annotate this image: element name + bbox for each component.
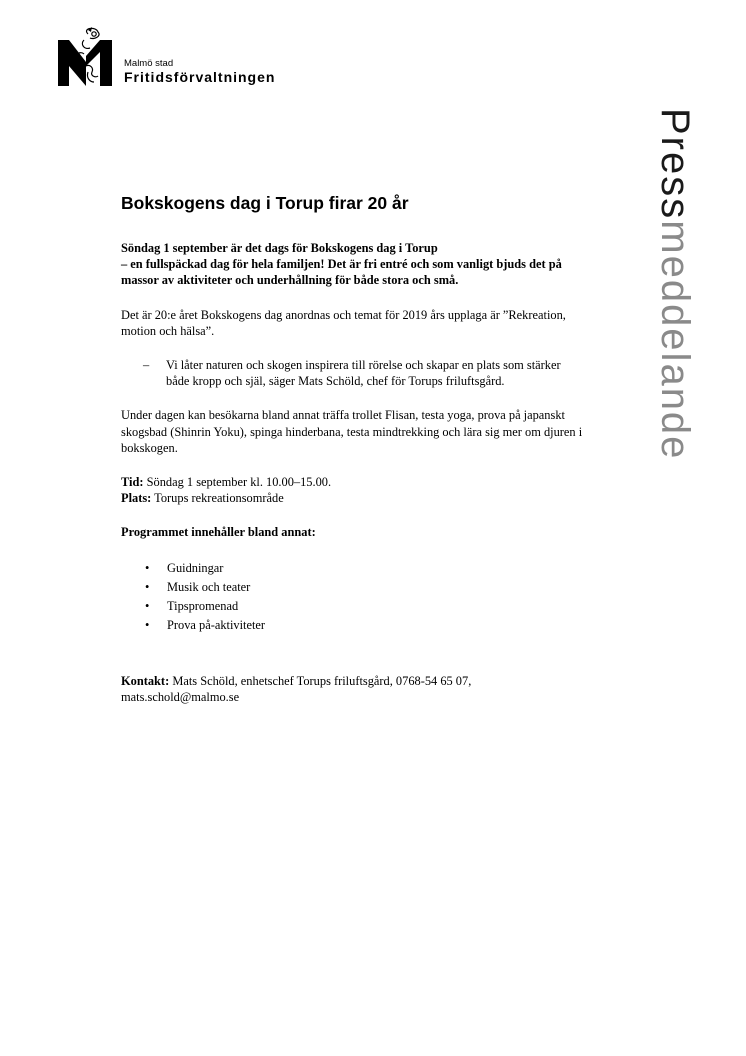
org-city: Malmö stad [124, 58, 174, 69]
list-item-text: Musik och teater [167, 579, 251, 594]
article-lead [121, 240, 591, 289]
event-time [121, 474, 591, 490]
bullet-icon: • [145, 617, 150, 632]
list-item [121, 578, 591, 597]
bullet-icon: • [145, 598, 150, 613]
list-item [121, 559, 591, 578]
list-item-text: Prova på-aktiviteter [167, 617, 266, 632]
contact-label: Kontakt: [121, 673, 170, 688]
list-item [121, 597, 591, 616]
org-department: Fritidsförvaltningen [124, 69, 276, 85]
quote-text: Vi låter naturen och skogen inspirera till rörelse och skapar en plats som stärker både kropp och själ, säger Mats Schöld, chef för Torups friluftsgård. [166, 358, 561, 389]
event-place [121, 490, 591, 506]
contact-value: Mats Schöld, enhetschef Torups friluftsgård, 0768-54 65 07, [172, 673, 472, 688]
program-heading: Programmet innehåller bland annat: [121, 525, 316, 540]
program-list [121, 559, 591, 635]
organization-header [124, 58, 275, 86]
contact-email[interactable]: mats.schold@malmo.se [121, 689, 240, 704]
contact-info [121, 673, 561, 705]
time-value: Söndag 1 september kl. 10.00–15.00. [146, 475, 332, 490]
list-item-text: Guidningar [167, 560, 224, 575]
pressmeddelande-side-label [655, 108, 695, 460]
list-item-text: Tipspromenad [167, 598, 239, 613]
article-body [121, 240, 591, 723]
bullet-icon: • [145, 560, 150, 575]
quote-dash: – [143, 358, 150, 373]
place-label: Plats: [121, 491, 152, 506]
event-details [121, 474, 591, 506]
paragraph-activities: Under dagen kan besökarna bland annat träffa trollet Flisan, testa yoga, prova på japanskt skogsbad (Shinrin Yoku), spinga hinderbana, testa mindtrekking och lära sig mer om djuren i bokskogen. [121, 408, 583, 455]
list-item [121, 616, 591, 635]
article-title: Bokskogens dag i Torup firar 20 år [121, 193, 409, 213]
time-label: Tid: [121, 475, 144, 490]
side-label-meddelande: meddelande [653, 220, 697, 461]
side-label-press: Press [653, 108, 697, 221]
malmo-griffin-logo-icon [58, 26, 114, 88]
quote-block [121, 357, 591, 389]
paragraph-theme: Det är 20:e året Bokskogens dag anordnas och temat för 2019 års upplaga är ”Rekreation, motion och hälsa”. [121, 307, 566, 338]
lead-line-2: – en fullspäckad dag för hela familjen! Det är fri entré och som vanligt bjuds det på massor av aktiviteter och underhållning för både stora och små. [121, 257, 562, 288]
place-value: Torups rekreationsområde [154, 491, 284, 506]
bullet-icon: • [145, 579, 150, 594]
lead-line-1: Söndag 1 september är det dags för Bokskogens dag i Torup [121, 241, 438, 255]
